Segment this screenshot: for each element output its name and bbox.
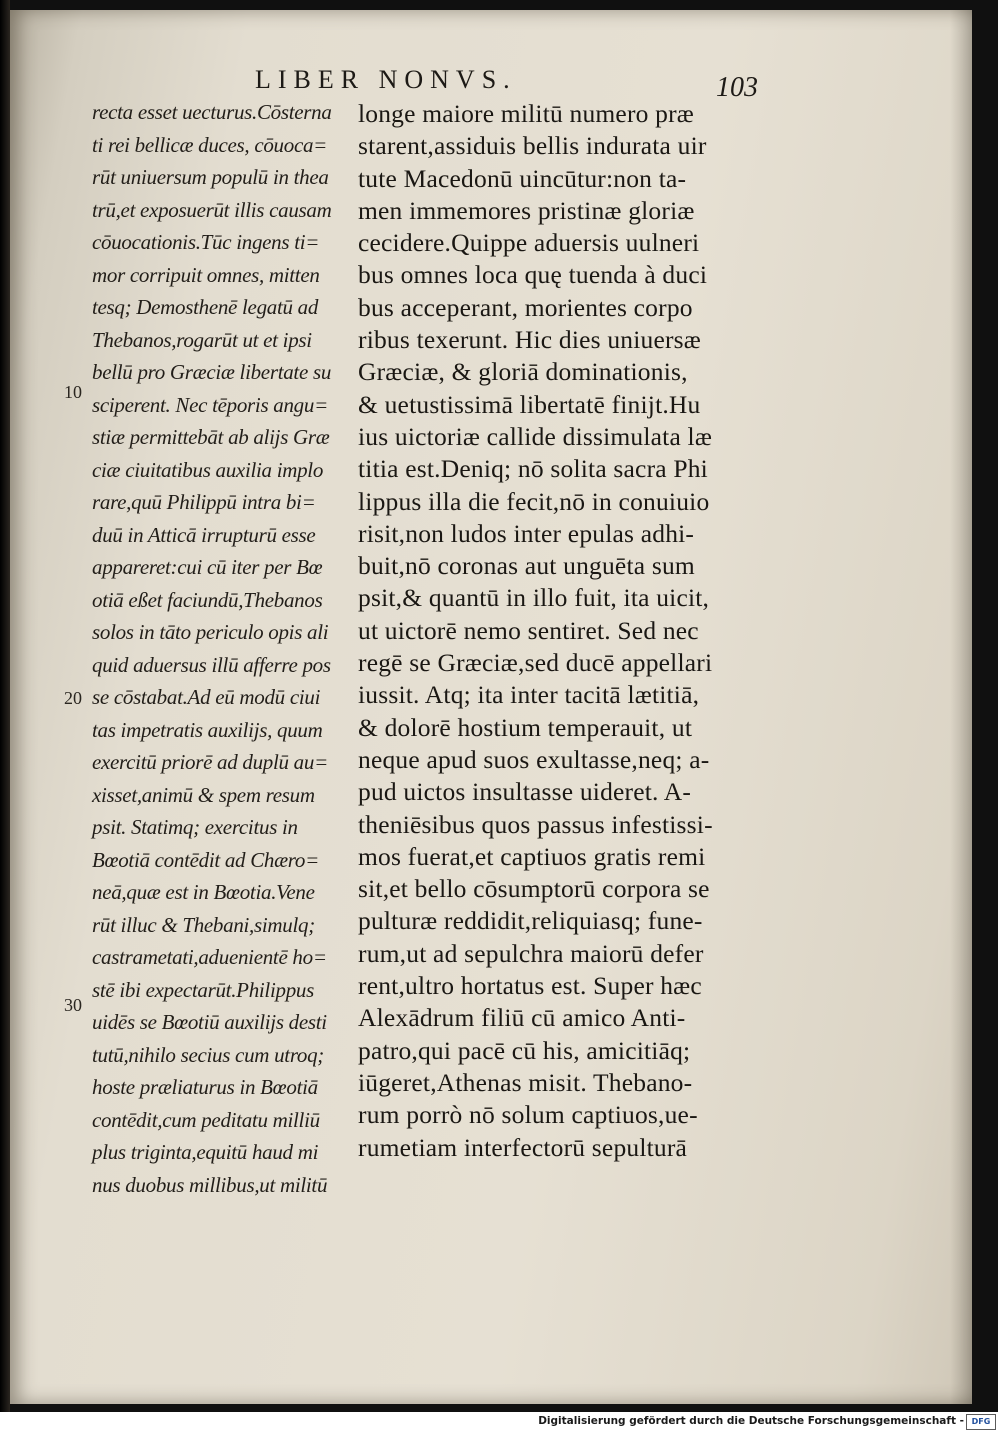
footer-bar: [0, 1412, 1000, 1432]
left-column-line: quid aduersus illū afferre pos: [92, 652, 331, 677]
book-page: [10, 10, 972, 1404]
right-column-line: buit,nō coronas aut unguēta sum: [358, 551, 695, 581]
left-column-line: Thebanos,rogarūt ut et ipsi: [92, 327, 312, 352]
left-column-line: plus triginta,equitū haud mi: [92, 1140, 319, 1164]
right-column-line: titia est.Deniq; nō solita sacra Phi: [358, 454, 708, 484]
right-column-line: mos fuerat,et captiuos gratis remi: [358, 841, 706, 871]
left-column-line: trū,et exposuerūt illis causam: [92, 197, 332, 222]
right-column-line: rum porrò nō solum captiuos,ue-: [358, 1100, 698, 1130]
right-column-line: psit,& quantū in illo fuit, ita uicit,: [358, 583, 710, 613]
left-column-line: stiæ permittebāt ab alijs Græ: [92, 425, 330, 449]
right-column-line: Græciæ, & gloriā dominationis,: [358, 357, 688, 387]
right-column-line: ut uictorē nemo sentiret. Sed nec: [358, 615, 699, 645]
left-column-line: tesq; Demosthenē legatū ad: [92, 295, 319, 319]
right-column-line: & dolorē hostium temperauit, ut: [358, 712, 693, 742]
right-column-line: patro,qui pacē cū his, amicitiāq;: [358, 1035, 691, 1065]
right-column-line: ribus texerunt. Hic dies uniuersæ: [358, 325, 701, 355]
left-column-line: castrametati,aduenientē ho=: [92, 945, 327, 969]
left-column-line: sciperent. Nec tēporis angu=: [92, 392, 328, 417]
right-column-line: tute Macedonū uincūtur:non ta-: [358, 163, 687, 193]
left-column-line: mor corripuit omnes, mitten: [92, 262, 320, 287]
right-column-line: longe maiore militū numero præ: [358, 99, 695, 128]
footer-credit: [538, 1415, 964, 1427]
right-column-line: rumetiam interfectorū sepulturā: [358, 1132, 688, 1162]
left-column-line: tutū,nihilo secius cum utroq;: [92, 1042, 325, 1067]
right-column-line: rent,ultro hortatus est. Super hæc: [358, 971, 702, 1001]
right-column-line: men immemores pristinæ gloriæ: [358, 195, 695, 225]
right-column-line: theniēsibus quos passus infestissi-: [358, 809, 713, 839]
right-column: [358, 98, 778, 1164]
left-column: [92, 96, 354, 1201]
right-column-line: regē se Græciæ,sed ducē appellari: [358, 648, 713, 678]
left-column-line: cōuocationis.Tūc ingens ti=: [92, 230, 320, 254]
left-column-line: rūt illuc & Thebani,simulq;: [92, 912, 315, 937]
page-edge-shadow: [950, 10, 972, 1404]
right-column-line: sit,et bello cōsumptorū corpora se: [358, 874, 710, 904]
right-column-line: rum,ut ad sepulchra maiorū defer: [358, 938, 704, 968]
right-column-line: pulturæ reddidit,reliquiasq; fune-: [358, 906, 703, 936]
left-column-line: exercitū priorē ad duplū au=: [92, 750, 328, 774]
right-column-line: iūgeret,Athenas misit. Thebano-: [358, 1067, 693, 1097]
folio-number: 103: [716, 72, 758, 103]
left-column-line: stē ibi expectarūt.Philippus: [92, 977, 314, 1002]
left-column-line: rare,quū Philippū intra bi=: [92, 490, 316, 514]
left-column-line: nus duobus millibus,ut militū: [92, 1172, 328, 1197]
right-column-line: ius uictoriæ callide dissimulata læ: [358, 421, 713, 451]
book-spine: [0, 0, 10, 1412]
left-column-line: xisset,animū & spem resum: [92, 782, 315, 807]
left-column-line: bellū pro Græciæ libertate su: [92, 360, 332, 384]
right-column-line: neque apud suos exultasse,neq; a-: [358, 744, 710, 774]
left-column-line: appareret:cui cū iter per Bœ: [92, 555, 323, 579]
footer-credit-text: Digitalisierung gefördert durch die Deutsche Forschungsgemeinschaft: [538, 1415, 956, 1427]
left-column-line: psit. Statimq; exercitus in: [92, 815, 298, 839]
left-column-line: contēdit,cum peditatu milliū: [92, 1107, 320, 1132]
footer-separator: -: [959, 1415, 964, 1427]
right-column-line: starent,assiduis bellis indurata uir: [358, 131, 707, 161]
left-column-line: hoste præliaturus in Bœotiā: [92, 1075, 318, 1099]
right-column-line: bus acceperant, morientes corpo: [358, 292, 693, 322]
left-column-line: neā,quæ est in Bœotia.Vene: [92, 880, 315, 904]
right-column-line: pud uictos insultasse uideret. A-: [358, 777, 692, 807]
left-column-line: rūt uniuersum populū in thea: [92, 165, 329, 189]
left-column-line: uidēs se Bœotiū auxilijs desti: [92, 1010, 327, 1034]
right-column-line: risit,non ludos inter epulas adhi-: [358, 518, 695, 548]
left-column-line: se cōstabat.Ad eū modū ciui: [92, 685, 321, 709]
line-number: 10: [64, 382, 82, 402]
running-head: LIBER NONVS.: [255, 65, 517, 94]
left-column-line: tas impetratis auxilijs, quum: [92, 717, 323, 742]
right-column-line: lippus illa die fecit,nō in conuiuio: [358, 486, 710, 516]
right-column-line: & uetustissimā libertatē finijt.Hu: [358, 389, 701, 419]
right-column-line: Alexādrum filiū cū amico Anti-: [358, 1003, 686, 1033]
left-column-line: ciæ ciuitatibus auxilia implo: [92, 457, 324, 482]
left-column-line: Bœotiā contēdit ad Chæro=: [92, 847, 319, 872]
left-column-line: recta esset uecturus.Cōsterna: [92, 100, 332, 124]
left-column-line: otiā eßet faciundū,Thebanos: [92, 587, 323, 612]
right-column-line: cecidere.Quippe aduersis uulneri: [358, 228, 700, 258]
left-column-line: ti rei bellicæ duces, cōuoca=: [92, 132, 328, 157]
right-column-line: bus omnes loca quę tuenda à duci: [358, 260, 708, 290]
left-column-line: solos in tāto periculo opis ali: [92, 620, 329, 644]
right-column-line: iussit. Atq; ita inter tacitā lætitiā,: [358, 680, 700, 710]
line-number: 30: [64, 995, 82, 1015]
dfg-logo: DFG: [966, 1414, 996, 1430]
left-column-line: duū in Atticā irrupturū esse: [92, 522, 316, 547]
line-number: 20: [64, 688, 82, 708]
